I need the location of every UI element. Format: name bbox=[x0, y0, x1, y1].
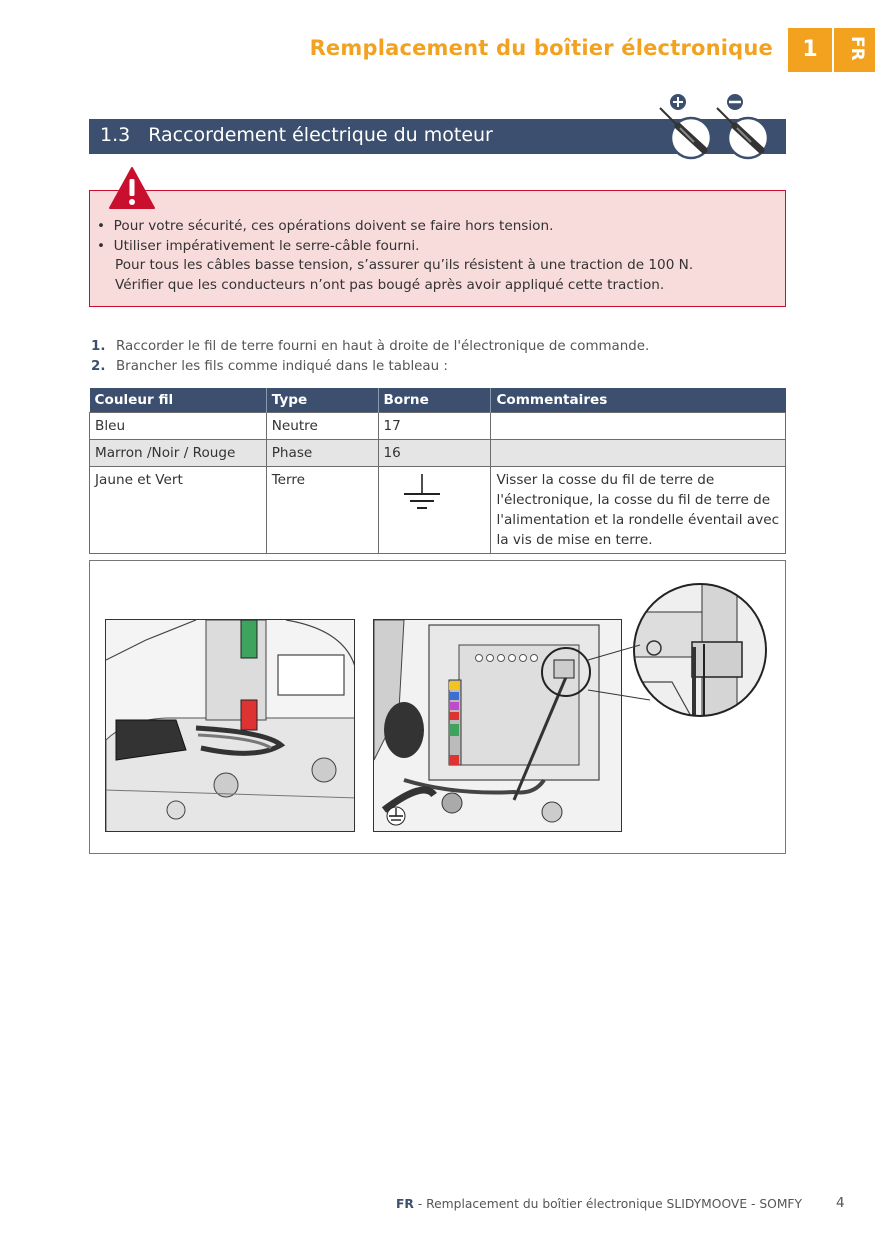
page-header-title: Remplacement du boîtier électronique bbox=[309, 36, 773, 60]
column-header: Type bbox=[266, 388, 378, 412]
cell-color: Bleu bbox=[90, 412, 267, 439]
column-header: Couleur fil bbox=[90, 388, 267, 412]
section-label: Raccordement électrique du moteur bbox=[148, 124, 493, 146]
cell-type: Phase bbox=[266, 439, 378, 466]
warning-item: • Utiliser impérativement le serre-câble fourni. bbox=[97, 237, 420, 254]
section-number: 1.3 bbox=[100, 124, 131, 146]
warning-subline: Pour tous les câbles basse tension, s’assurer qu’ils résistent à une traction de 100 N. bbox=[115, 257, 694, 273]
cell-color: Jaune et Vert bbox=[90, 466, 267, 553]
cell-color: Marron /Noir / Rouge bbox=[90, 439, 267, 466]
cell-comment: Visser la cosse du fil de terre de l'électronique, la cosse du fil de terre de l'alimentation et la rondelle éventail avec la vis de mise en terre. bbox=[491, 466, 786, 553]
cell-type: Terre bbox=[266, 466, 378, 553]
chapter-number: 1 bbox=[788, 28, 832, 72]
step-item: 2. Brancher les fils comme indiqué dans le tableau : bbox=[91, 358, 448, 374]
cell-borne: 17 bbox=[378, 412, 491, 439]
column-header: Commentaires bbox=[491, 388, 786, 412]
step-item: 1. Raccorder le fil de terre fourni en haut à droite de l'électronique de commande. bbox=[91, 339, 650, 354]
language-label: FR bbox=[847, 36, 867, 61]
cell-type: Neutre bbox=[266, 412, 378, 439]
warning-item: • Pour votre sécurité, ces opérations doivent se faire hors tension. bbox=[97, 218, 554, 234]
page-footer: FR - Remplacement du boîtier électronique SLIDYMOOVE - SOMFY bbox=[396, 1197, 803, 1211]
page-number: 4 bbox=[836, 1195, 845, 1211]
column-header: Borne bbox=[378, 388, 491, 412]
warning-subline: Vérifier que les conducteurs n’ont pas bougé après avoir appliqué cette traction. bbox=[115, 276, 665, 293]
cell-borne: 16 bbox=[378, 439, 491, 466]
